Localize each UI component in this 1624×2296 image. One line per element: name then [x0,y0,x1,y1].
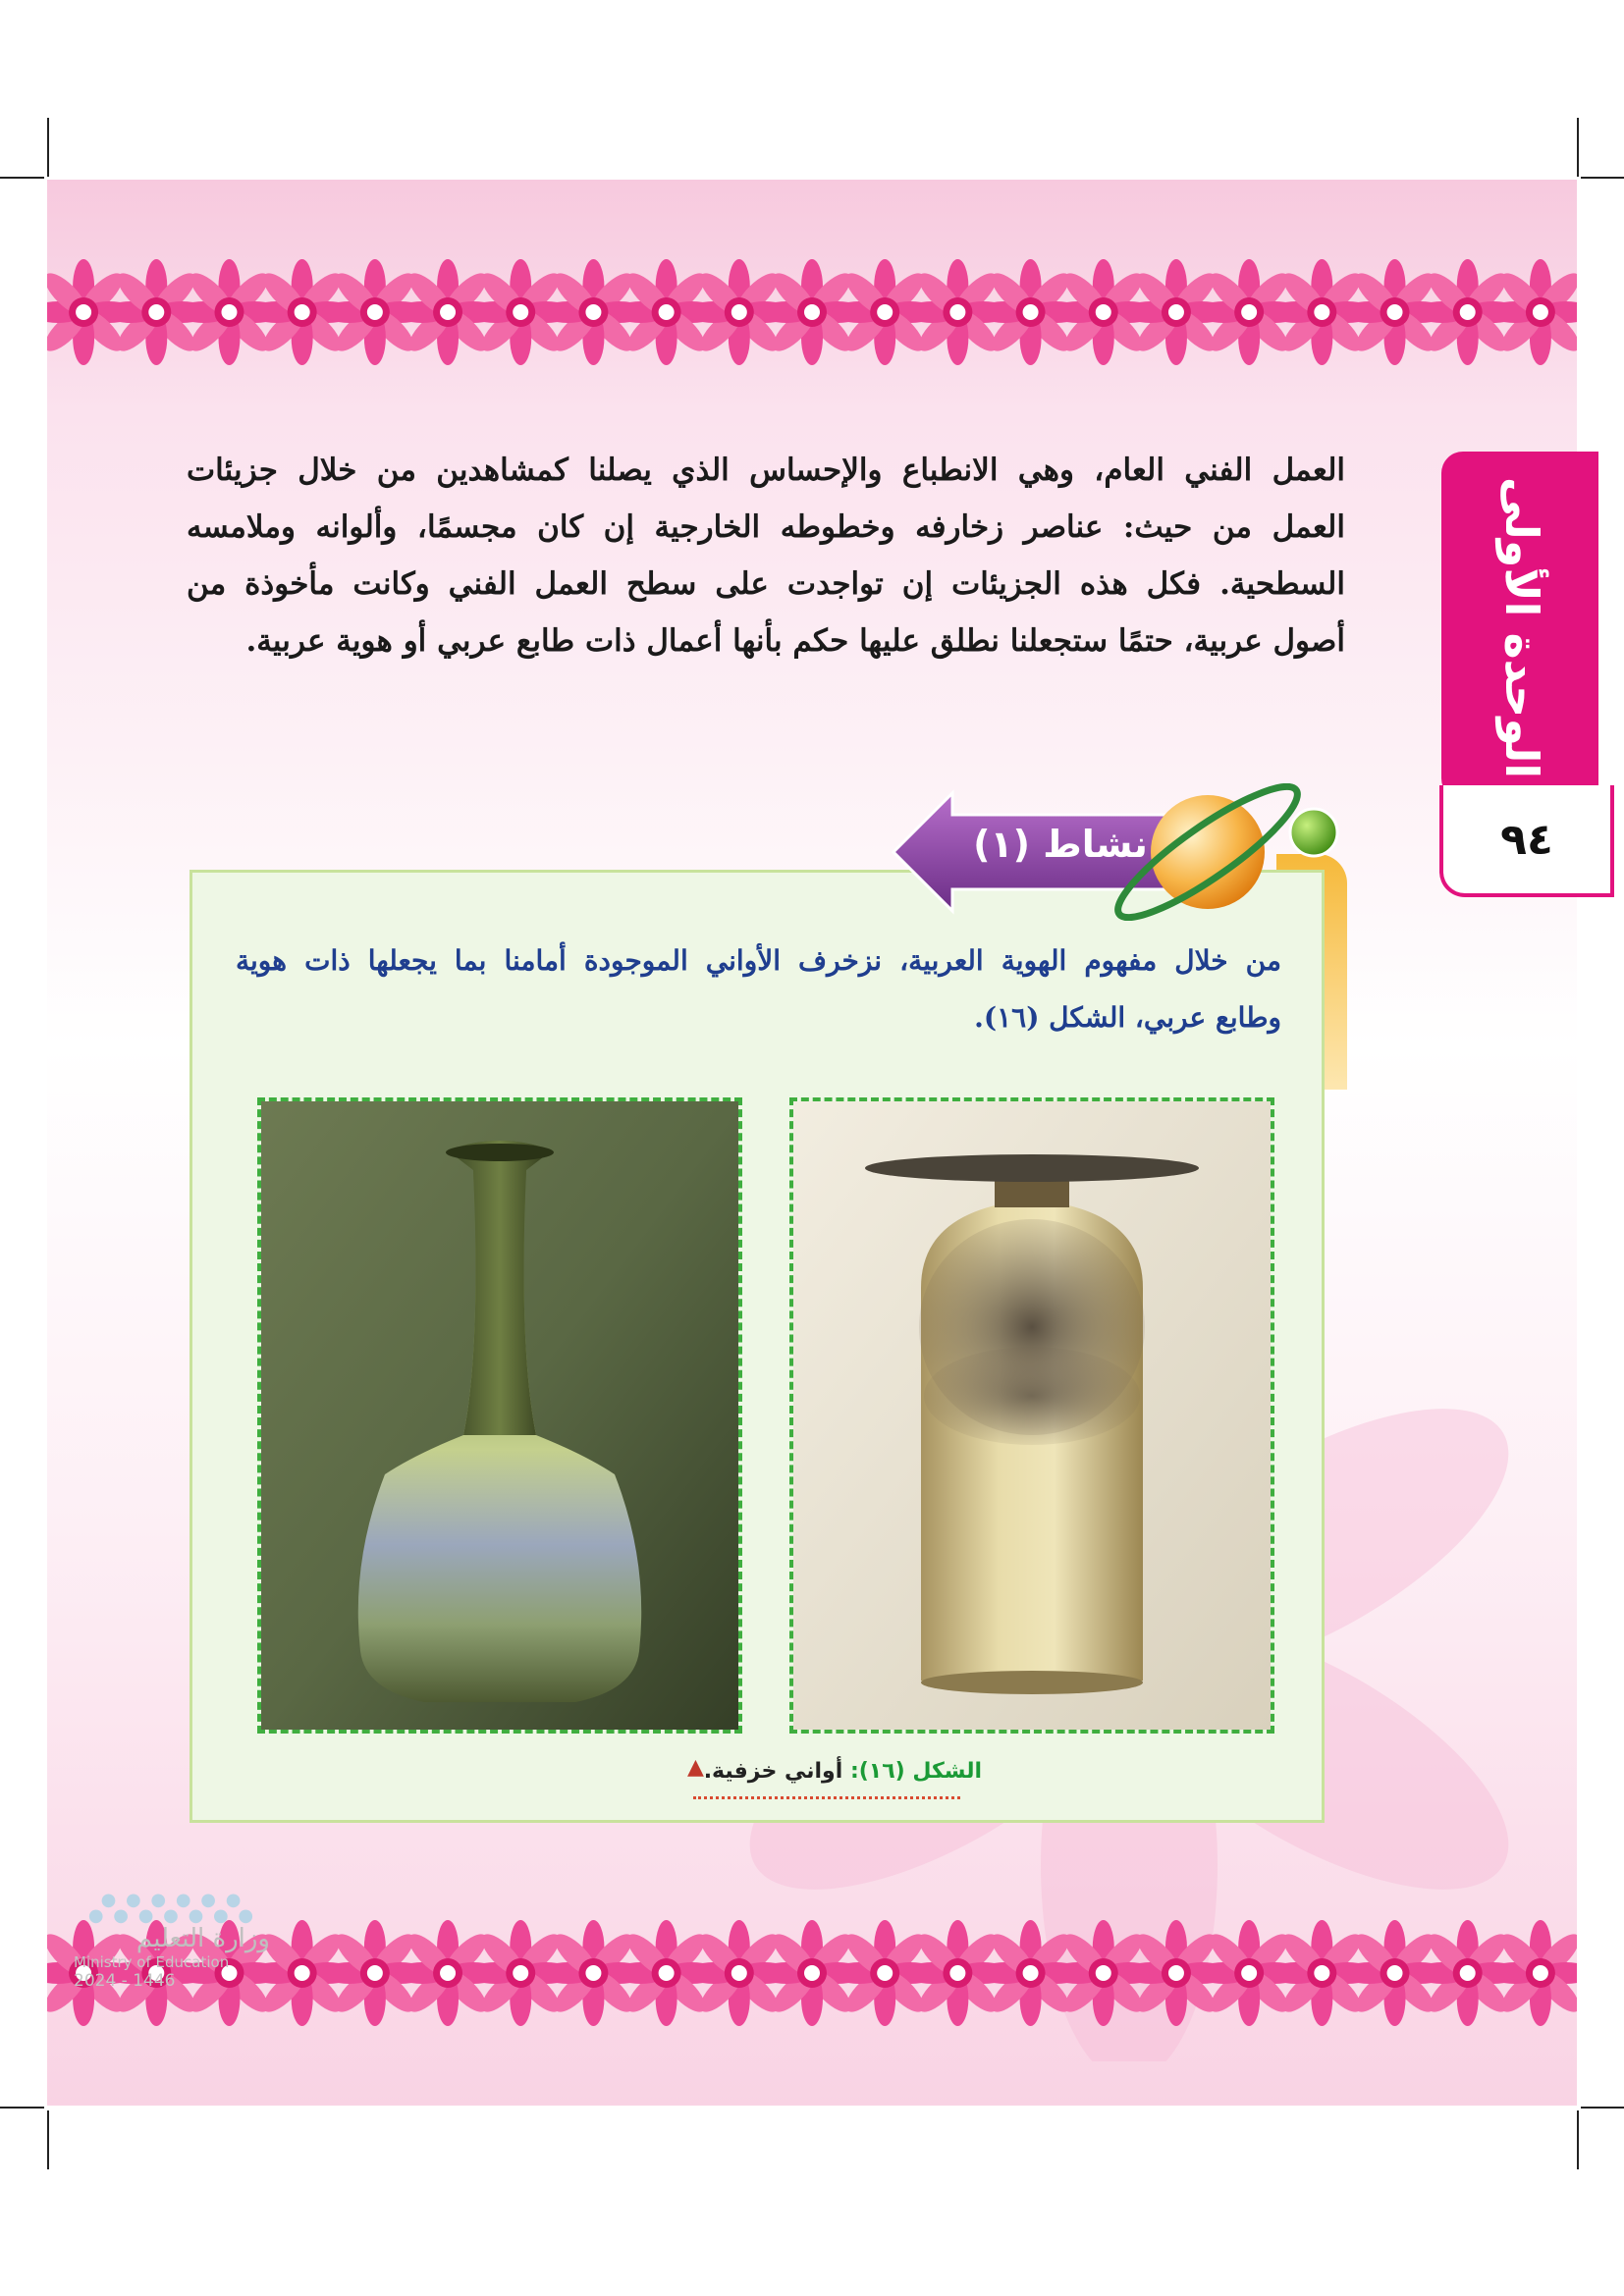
body-line: العمل من حيث: عناصر زخارفه وخطوطه الخارجية إن كان مجسمًا، وألوانه وملامسه [187,509,1345,545]
crop-mark [1581,2107,1624,2109]
top-flower-border [47,253,1577,371]
body-line: أصول عربية، حتمًا ستجعلنا نطلق عليها حكم بأنها أعمال ذات طابع عربي أو هوية عربية. [245,623,1345,659]
crop-mark [47,118,49,177]
caption-marker-icon: ▲ [687,1755,704,1780]
cream-jar-photo [789,1097,1274,1734]
page-number: ٩٤ [1439,785,1614,897]
ministry-name-arabic: وزارة التعليم [135,1924,270,1953]
bottom-flower-border [47,1914,1577,2032]
green-ball-icon [1290,809,1337,856]
body-line: العمل الفني العام، وهي الانطباع والإحساس الذي يصلنا كمشاهدين من خلال جزيئات [187,453,1345,488]
caption-text: أواني خزفية. [703,1759,850,1784]
caption-underline [693,1796,960,1799]
crop-mark [0,177,44,179]
crop-mark [1577,2110,1579,2169]
crop-mark [47,2110,49,2169]
ministry-name-english: Ministry of Education [74,1953,230,1971]
ministry-year: 2024 - 1446 [74,1971,176,1991]
ministry-watermark [74,1890,270,2035]
caption-label: الشكل (١٦): [849,1759,982,1784]
unit-tab-label: الوحدة الأولى [1495,477,1548,779]
crop-mark [1577,118,1579,177]
green-vase-photo [257,1097,742,1734]
activity-badge-label: نشاط (١) [973,823,1148,866]
jar-lid-icon [865,1154,1199,1182]
activity-line: من خلال مفهوم الهوية العربية، نزخرف الأواني الموجودة أمامنا بما يجعلها ذات هوية [236,944,1281,977]
figure-caption [687,1759,982,1784]
crop-mark [0,2107,44,2109]
body-line: السطحية. فكل هذه الجزيئات إن تواجدت على سطح العمل الفني وكانت مأخوذة من [187,566,1345,602]
activity-instructions [236,933,1281,1046]
crop-mark [1581,177,1624,179]
ministry-logo-icon: ● ● ● ● ● ● ● ● ● ● ● ● ● [87,1890,256,1926]
activity-line: وطابع عربي، الشكل (١٦). [974,1001,1281,1034]
body-paragraph [187,442,1345,669]
